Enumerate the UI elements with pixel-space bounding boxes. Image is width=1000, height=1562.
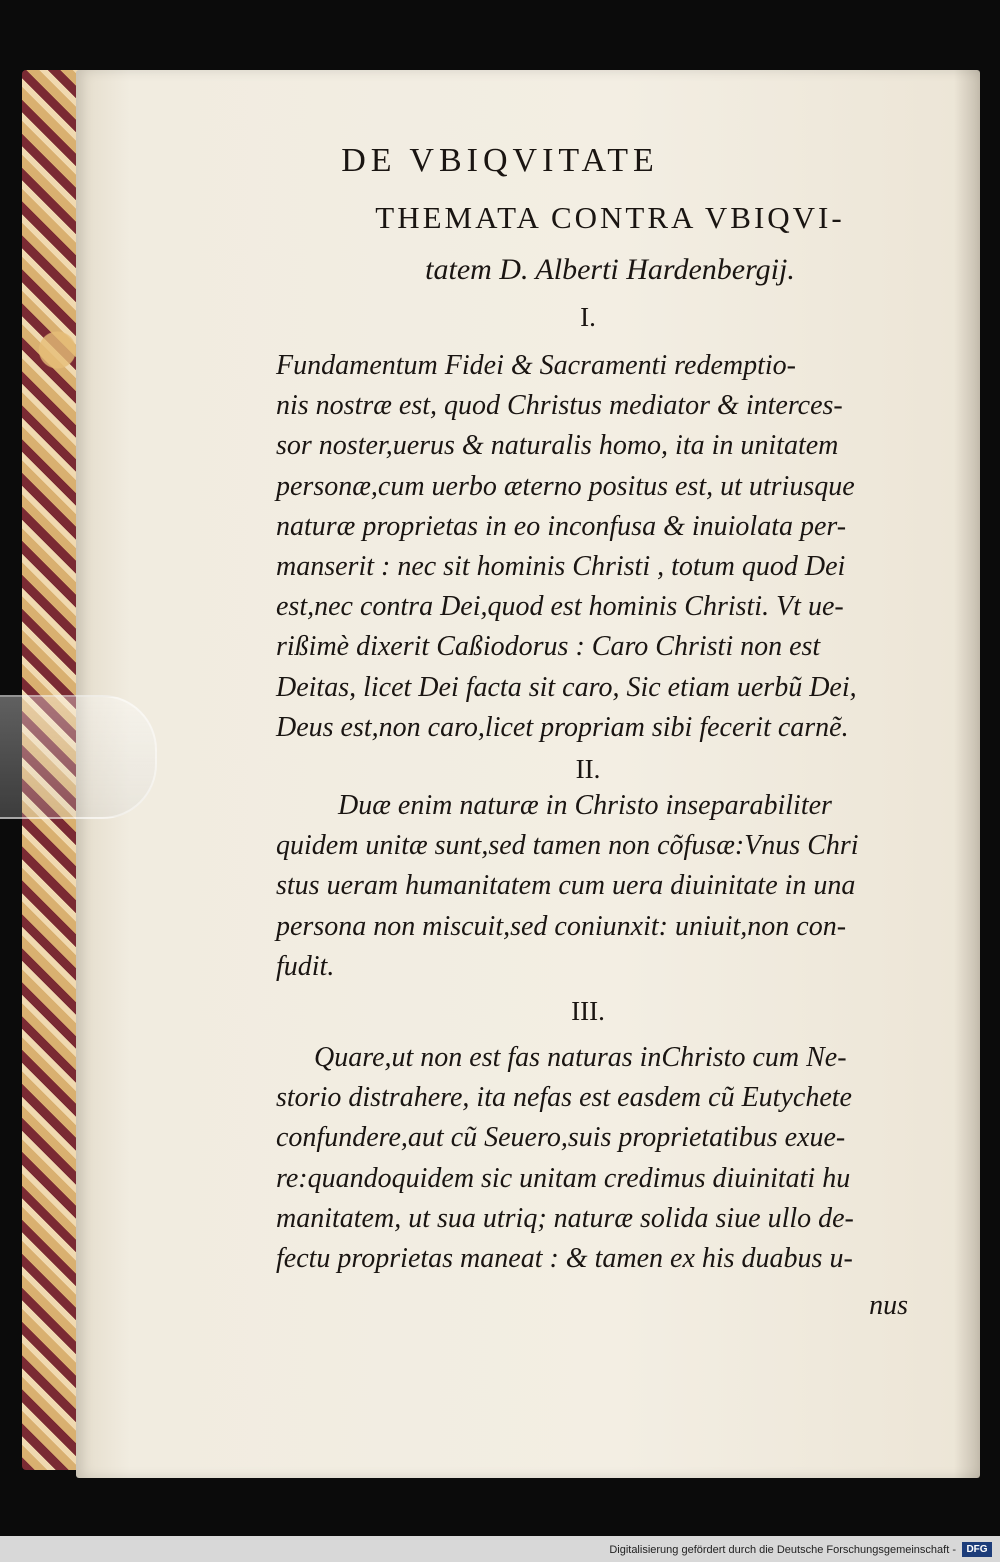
footer-bar bbox=[0, 1536, 1000, 1562]
text-line: rißimè dixerit Caßiodorus : Caro Christi non est bbox=[276, 631, 821, 663]
text-line: fudit. bbox=[276, 950, 335, 982]
text-line: manserit : nec sit hominis Christi , totum quod Dei bbox=[276, 551, 846, 583]
section-2-text bbox=[276, 786, 916, 987]
text-line: manitatem, ut sua utriq; naturæ solida siue ullo de- bbox=[276, 1202, 854, 1234]
dfg-logo-icon: DFG bbox=[962, 1542, 992, 1557]
title-line-2: tatem D. Alberti Hardenbergij. bbox=[425, 253, 795, 286]
section-numeral-3: III. bbox=[571, 996, 605, 1026]
text-line: Quare,ut non est fas naturas inChristo cum Ne- bbox=[314, 1042, 847, 1073]
text-line: Deitas, licet Dei facta sit caro, Sic etiam uerbũ Dei, bbox=[276, 671, 857, 703]
treatise-title bbox=[300, 192, 920, 296]
text-line: confundere,aut cũ Seuero,suis proprietatibus exue- bbox=[276, 1122, 846, 1154]
text-line: naturæ proprietas in eo inconfusa & inuiolata per- bbox=[276, 510, 847, 542]
text-line: personæ,cum uerbo æterno positus est, ut utriusque bbox=[276, 470, 855, 502]
title-line-1: THEMATA CONTRA VBIQVI- bbox=[375, 200, 845, 235]
section-numeral-1: I. bbox=[580, 302, 596, 332]
text-line: fectu proprietas maneat : & tamen ex his duabus u- bbox=[276, 1243, 853, 1275]
text-line: Deus est,non caro,licet propriam sibi fecerit carnẽ. bbox=[276, 711, 849, 743]
section-3-text bbox=[276, 1038, 916, 1279]
text-line: persona non miscuit,sed coniunxit: uniuit,non con- bbox=[276, 910, 847, 942]
text-line: re:quandoquidem sic unitam credimus diuinitati hu bbox=[276, 1162, 851, 1194]
text-line: sor noster,uerus & naturalis homo, ita in unitatem bbox=[276, 430, 839, 462]
text-line: Duæ enim naturæ in Christo inseparabiliter bbox=[338, 790, 832, 821]
text-line: nis nostræ est, quod Christus mediator & interces- bbox=[276, 390, 843, 422]
text-line: Fundamentum Fidei & Sacramenti redemptio- bbox=[276, 350, 796, 381]
text-line: stus ueram humanitatem cum uera diuinitate in una bbox=[276, 870, 856, 902]
text-line: quidem unitæ sunt,sed tamen non cõfusæ:Vnus Chri bbox=[276, 830, 859, 862]
section-numeral-2: II. bbox=[575, 754, 601, 784]
section-1-text bbox=[276, 346, 916, 748]
text-line: est,nec contra Dei,quod est hominis Christi. Vt ue- bbox=[276, 591, 844, 623]
running-head: DE VBIQVITATE bbox=[341, 142, 659, 179]
text-line: storio distrahere, ita nefas est easdem cũ Eutychete bbox=[276, 1082, 852, 1114]
funding-notice: Digitalisierung gefördert durch die Deutsche Forschungsgemeinschaft - bbox=[609, 1544, 956, 1556]
page-clip bbox=[0, 695, 157, 819]
catchword: nus bbox=[869, 1290, 908, 1321]
